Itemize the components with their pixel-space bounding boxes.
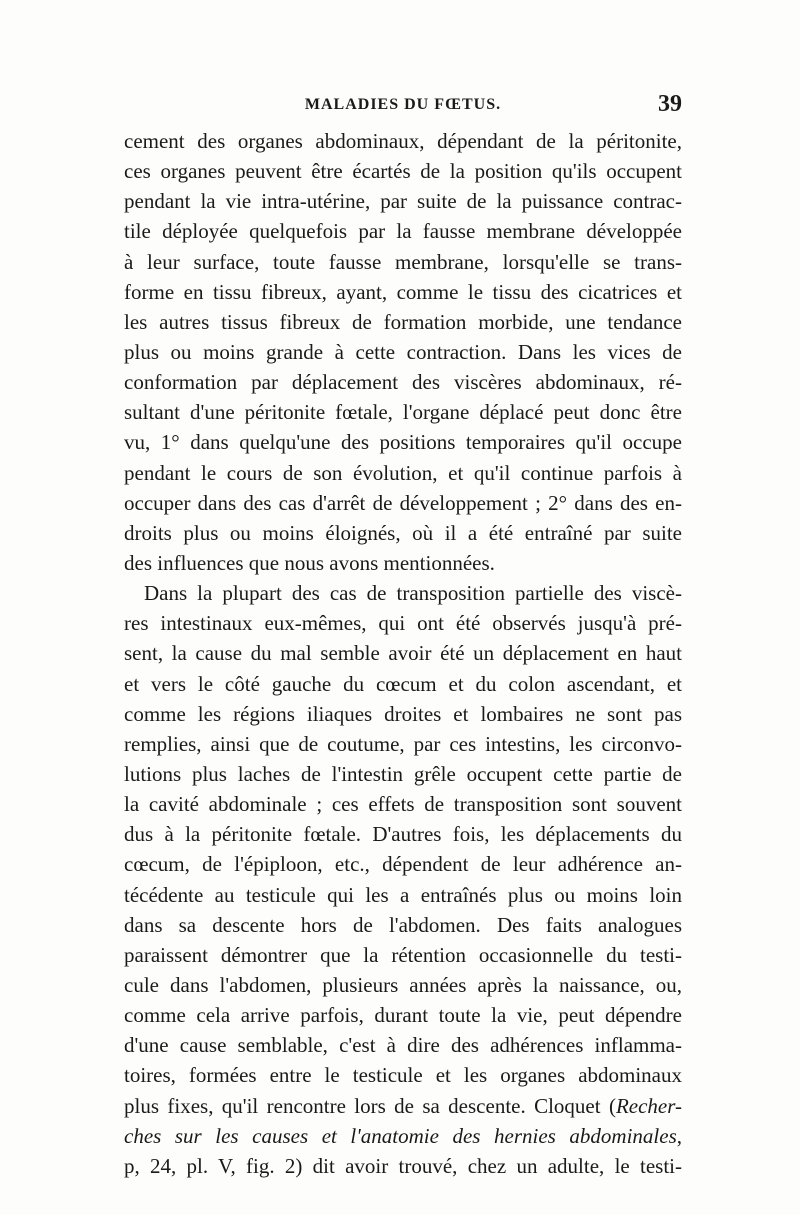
text-line	[124, 518, 682, 548]
text-line	[124, 337, 682, 367]
line-text: cement des organes abdominaux, dépendant de la péritonite,	[124, 129, 682, 153]
line-text: les autres tissus fibreux de formation morbide, une tendance	[124, 309, 682, 334]
text-line	[124, 880, 682, 910]
line-text: tile déployée quelquefois par la fausse membrane développée	[124, 219, 682, 244]
line-text: toires, formées entre le testicule et les organes abdominaux	[124, 1063, 682, 1088]
line-text: lutions plus laches de l'intestin grêle occupent cette partie de	[124, 761, 682, 786]
text-line	[124, 216, 682, 246]
italic-citation: Recher-	[615, 1093, 682, 1118]
line-text: vu, 1° dans quelqu'une des positions temporaires qu'il occupe	[124, 430, 682, 455]
text-line	[124, 548, 682, 578]
text-line	[124, 669, 682, 699]
line-text: remplies, ainsi que de coutume, par ces intestins, les circonvo-	[124, 731, 682, 756]
line-text: forme en tissu fibreux, ayant, comme le tissu des cicatrices et	[124, 279, 682, 304]
text-line	[124, 819, 682, 849]
line-text: dus à la péritonite fœtale. D'autres fois, les déplacements du	[124, 822, 682, 847]
text-line	[124, 1030, 682, 1060]
line-text: Dans la plupart des cas de transposition partielle des viscè-	[144, 581, 682, 606]
text-line	[124, 970, 682, 1000]
text-line	[124, 1060, 682, 1090]
page-header	[124, 91, 682, 120]
text-line	[124, 277, 682, 307]
line-text: pendant la vie intra-utérine, par suite de la puissance contrac-	[124, 189, 682, 214]
line-text: à leur surface, toute fausse membrane, lorsqu'elle se trans-	[124, 249, 682, 274]
line-text: técédente au testicule qui les a entraînés plus ou moins loin	[124, 882, 682, 907]
line-text: cœcum, de l'épiploon, etc., dépendent de leur adhérence an-	[124, 852, 682, 877]
text-line	[124, 940, 682, 970]
text-line	[124, 729, 682, 759]
text-line	[124, 397, 682, 427]
italic-citation: ches sur les causes et l'anatomie des hernies abdominales	[124, 1123, 677, 1148]
line-text: la cavité abdominale ; ces effets de transposition sont souvent	[124, 792, 682, 817]
line-text: pendant le cours de son évolution, et qu'il continue parfois à	[124, 460, 682, 485]
line-text: paraissent démontrer que la rétention occasionnelle du testi-	[124, 942, 682, 967]
line-text: des influences que nous avons mentionnées.	[124, 550, 495, 575]
line-text: comme cela arrive parfois, durant toute la vie, peut dépendre	[124, 1003, 682, 1028]
text-line	[124, 367, 682, 397]
line-text: cule dans l'abdomen, plusieurs années après la naissance, ou,	[124, 972, 682, 997]
line-text: plus fixes, qu'il rencontre lors de sa descente. Cloquet (	[124, 1093, 616, 1118]
text-line	[124, 307, 682, 337]
text-line	[124, 849, 682, 879]
line-text: p, 24, pl. V, fig. 2) dit avoir trouvé, chez un adulte, le testi-	[124, 1153, 682, 1178]
body-text	[124, 126, 682, 1181]
line-text: comme les régions iliaques droites et lombaires ne sont pas	[124, 701, 682, 726]
text-line	[124, 759, 682, 789]
line-text: ces organes peuvent être écartés de la position qu'ils occupent	[124, 159, 682, 184]
line-text: droits plus ou moins éloignés, où il a été entraîné par suite	[124, 520, 682, 545]
line-text: sent, la cause du mal semble avoir été un déplacement en haut	[124, 641, 682, 666]
text-line	[124, 488, 682, 518]
line-text: conformation par déplacement des viscères abdominaux, ré-	[124, 370, 682, 395]
line-text: res intestinaux eux-mêmes, qui ont été observés jusqu'à pré-	[124, 611, 682, 636]
line-text: sultant d'une péritonite fœtale, l'organe déplacé peut donc être	[124, 400, 682, 425]
page-number: 39	[658, 91, 682, 117]
text-line	[124, 789, 682, 819]
text-line	[124, 1000, 682, 1030]
text-line	[124, 638, 682, 668]
text-line	[124, 427, 682, 457]
line-text: et vers le côté gauche du cœcum et du colon ascendant, et	[124, 671, 682, 696]
running-title: MALADIES DU FŒTUS.	[304, 96, 502, 113]
line-text: plus ou moins grande à cette contraction. Dans les vices de	[124, 339, 682, 364]
line-text: dans sa descente hors de l'abdomen. Des faits analogues	[124, 912, 682, 937]
text-line	[124, 1091, 682, 1121]
text-line	[124, 699, 682, 729]
text-line	[124, 1121, 682, 1151]
text-line	[124, 458, 682, 488]
text-line	[124, 156, 682, 186]
text-line	[124, 578, 682, 608]
line-text: occuper dans des cas d'arrêt de développement ; 2° dans des en-	[124, 490, 682, 515]
line-text: ,	[676, 1123, 682, 1148]
text-line	[124, 247, 682, 277]
text-line	[124, 126, 682, 156]
text-line	[124, 608, 682, 638]
text-line	[124, 1151, 682, 1181]
text-line	[124, 910, 682, 940]
text-line	[124, 186, 682, 216]
line-text: d'une cause semblable, c'est à dire des adhérences inflamma-	[124, 1033, 682, 1058]
